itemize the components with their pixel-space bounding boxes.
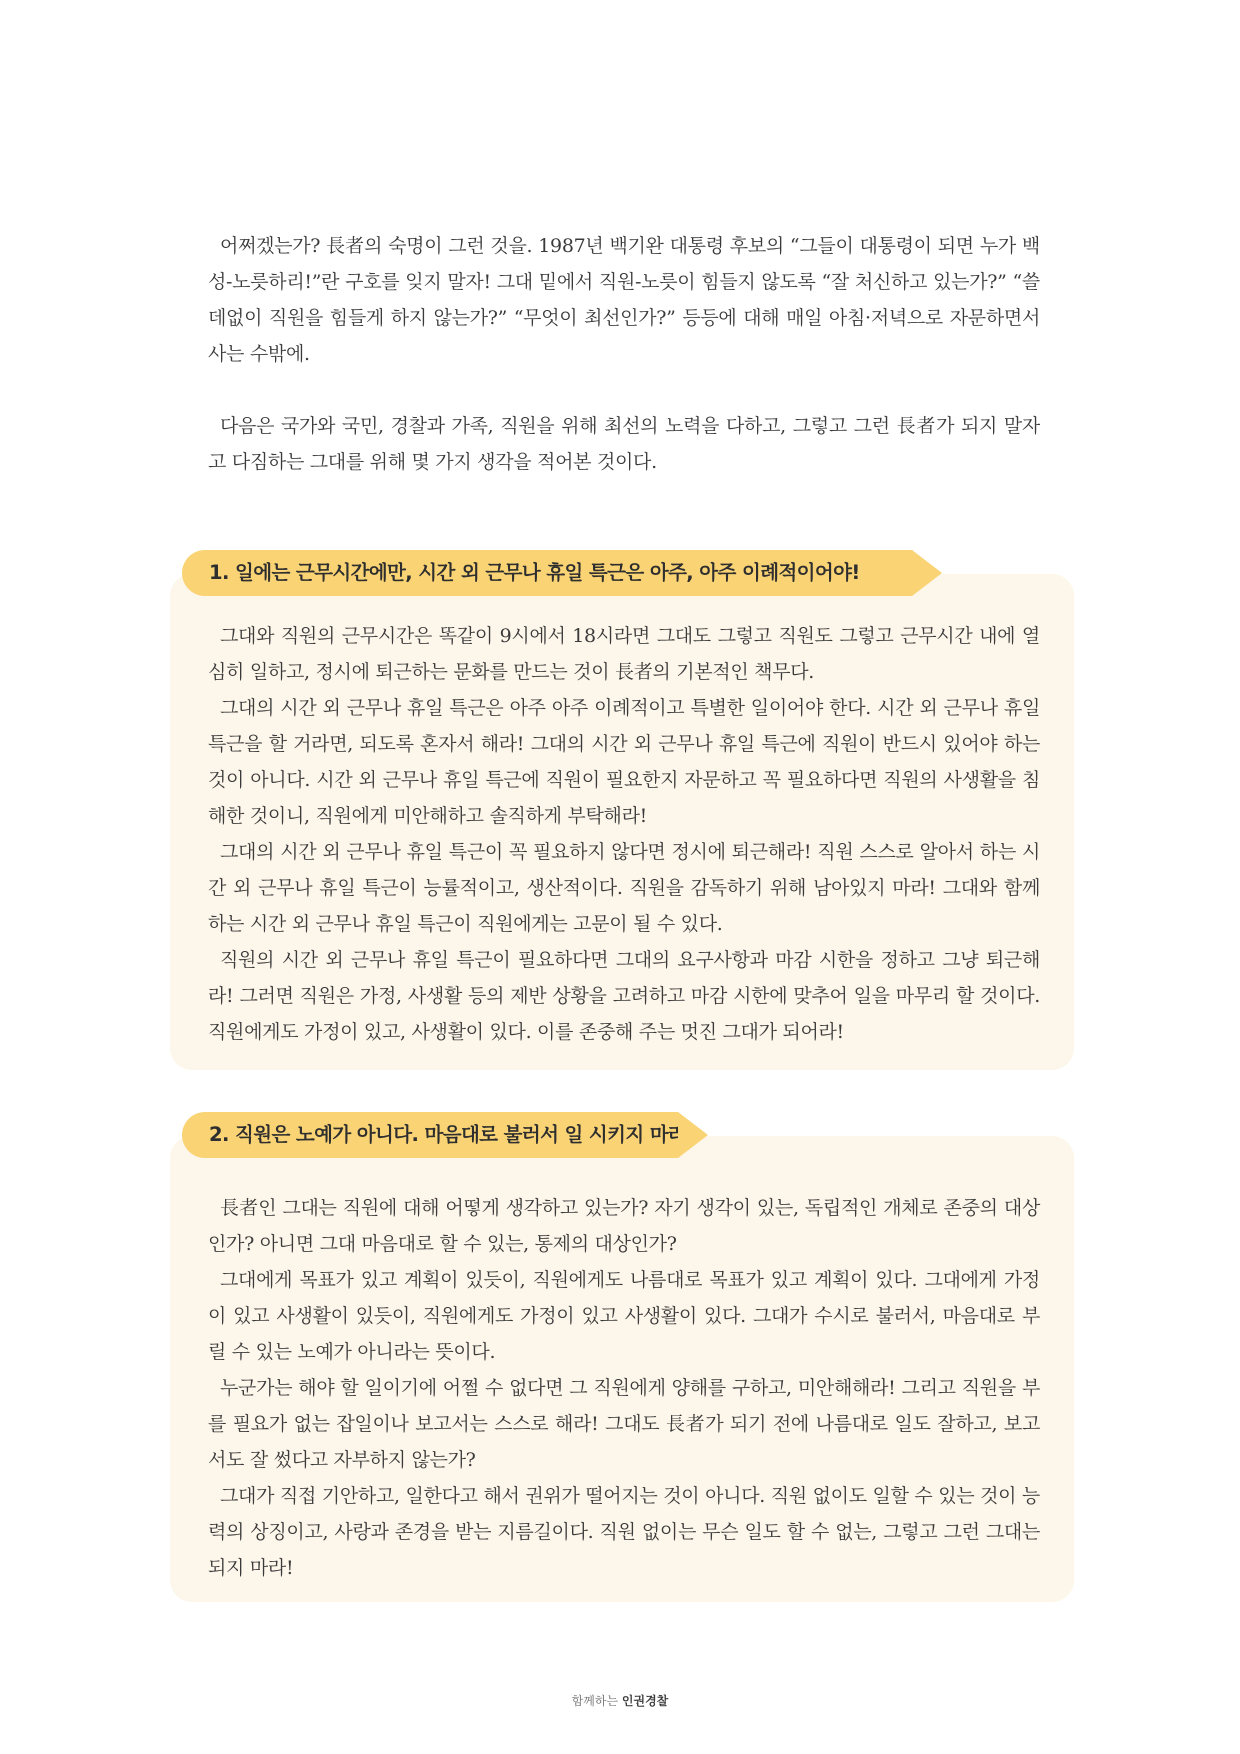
intro-paragraph-2: 다음은 국가와 국민, 경찰과 가족, 직원을 위해 최선의 노력을 다하고, 그렇고 그런 長者가 되지 말자고 다짐하는 그대를 위해 몇 가지 생각을 적어본 것이다.	[208, 415, 1040, 473]
section-2-heading: 2. 직원은 노예가 아니다. 마음대로 불러서 일 시키지 마라!	[182, 1112, 678, 1158]
section-2-body	[208, 1190, 1040, 1586]
section-2-paragraph-4: 그대가 직접 기안하고, 일한다고 해서 권위가 떨어지는 것이 아니다. 직원 없이도 일할 수 있는 것이 능력의 상징이고, 사랑과 존경을 받는 지름길이다. 직원 없이는 무슨 일도 할 수 없는, 그렇고 그런 그대는 되지 마라!	[208, 1485, 1040, 1579]
intro-paragraph-1: 어쩌겠는가? 長者의 숙명이 그런 것을. 1987년 백기완 대통령 후보의 “그들이 대통령이 되면 누가 백성-노릇하리!”란 구호를 잊지 말자! 그대 밑에서 직원-노릇이 힘들지 않도록 “잘 처신하고 있는가?” “쓸데없이 직원을 힘들게 하지 않는가?” “무엇이 최선인가?” 등등에 대해 매일 아침·저녁으로 자문하면서 사는 수밖에.	[208, 235, 1040, 365]
section-1-paragraph-1: 그대와 직원의 근무시간은 똑같이 9시에서 18시라면 그대도 그렇고 직원도 그렇고 근무시간 내에 열심히 일하고, 정시에 퇴근하는 문화를 만드는 것이 長者의 기본적인 책무다.	[208, 625, 1040, 683]
section-2-paragraph-2: 그대에게 목표가 있고 계획이 있듯이, 직원에게도 나름대로 목표가 있고 계획이 있다. 그대에게 가정이 있고 사생활이 있듯이, 직원에게도 가정이 있고 사생활이 있다. 그대가 수시로 불러서, 마음대로 부릴 수 있는 노예가 아니라는 뜻이다.	[208, 1269, 1040, 1363]
section-1-paragraph-3: 그대의 시간 외 근무나 휴일 특근이 꼭 필요하지 않다면 정시에 퇴근해라! 직원 스스로 알아서 하는 시간 외 근무나 휴일 특근이 능률적이고, 생산적이다. 직원을 감독하기 위해 남아있지 마라! 그대와 함께하는 시간 외 근무나 휴일 특근이 직원에게는 고문이 될 수 있다.	[208, 841, 1040, 935]
footer-brand: 인권경찰	[621, 1694, 669, 1708]
section-2-paragraph-1: 長者인 그대는 직원에 대해 어떻게 생각하고 있는가? 자기 생각이 있는, 독립적인 개체로 존중의 대상인가? 아니면 그대 마음대로 할 수 있는, 통제의 대상인가?	[208, 1197, 1040, 1255]
footer-prefix: 함께하는	[571, 1694, 619, 1708]
section-1-paragraph-4: 직원의 시간 외 근무나 휴일 특근이 필요하다면 그대의 요구사항과 마감 시한을 정하고 그냥 퇴근해라! 그러면 직원은 가정, 사생활 등의 제반 상황을 고려하고 마감 시한에 맞추어 일을 마무리 할 것이다. 직원에게도 가정이 있고, 사생활이 있다. 이를 존중해 주는 멋진 그대가 되어라!	[208, 949, 1040, 1043]
section-1-heading: 1. 일에는 근무시간에만, 시간 외 근무나 휴일 특근은 아주, 아주 이례적이어야!	[182, 550, 912, 596]
section-1-paragraph-2: 그대의 시간 외 근무나 휴일 특근은 아주 아주 이례적이고 특별한 일이어야 한다. 시간 외 근무나 휴일 특근을 할 거라면, 되도록 혼자서 해라! 그대의 시간 외 근무나 휴일 특근에 직원이 반드시 있어야 하는 것이 아니다. 시간 외 근무나 휴일 특근에 직원이 필요한지 자문하고 꼭 필요하다면 직원의 사생활을 침해한 것이니, 직원에게 미안해하고 솔직하게 부탁해라!	[208, 697, 1040, 827]
section-1-body	[208, 618, 1040, 1050]
page-footer	[0, 1692, 1240, 1709]
section-2-paragraph-3: 누군가는 해야 할 일이기에 어쩔 수 없다면 그 직원에게 양해를 구하고, 미안해해라! 그리고 직원을 부를 필요가 없는 잡일이나 보고서는 스스로 해라! 그대도 長者가 되기 전에 나름대로 일도 잘하고, 보고서도 잘 썼다고 자부하지 않는가?	[208, 1377, 1040, 1471]
